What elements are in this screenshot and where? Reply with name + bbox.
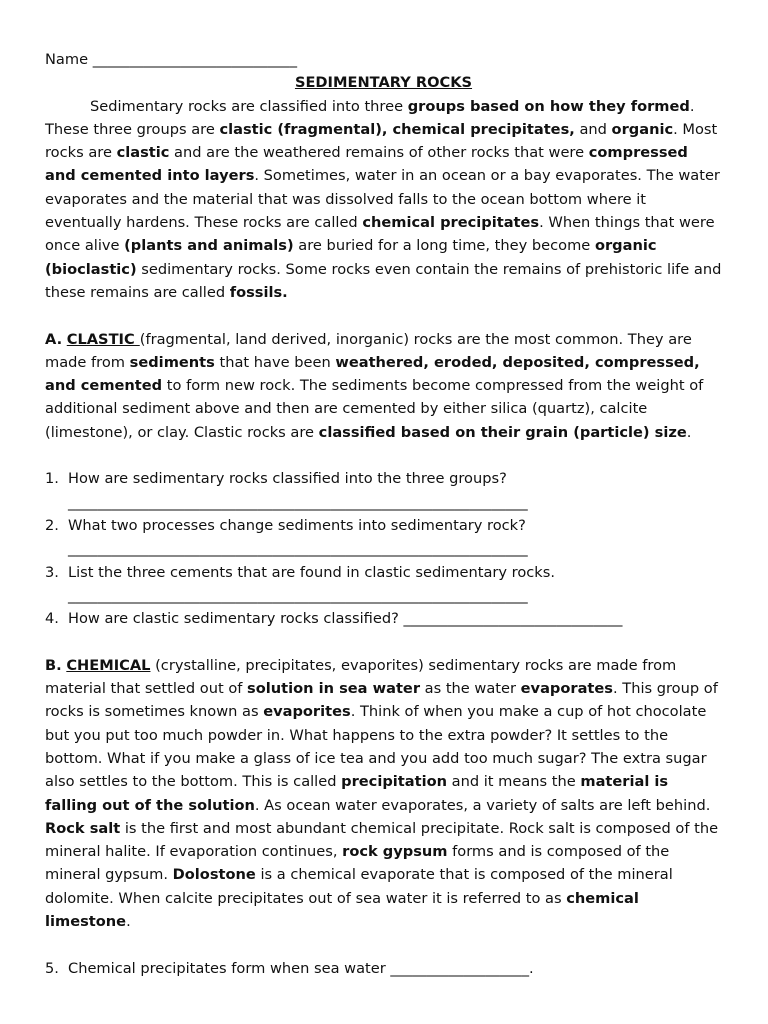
section-b-text-run: and it means the [447,773,581,791]
intro-text-run: . When things that were once alive [45,214,715,255]
section-a-bold-term: classified based on their grain (particle) size [318,423,687,441]
question-text: How are clastic sedimentary rocks classified? ______________________________ [68,610,623,628]
intro-bold-term: organic (bioclastic) [45,237,657,278]
answer-line: _______________________________________________________________ [68,586,528,604]
intro-text-run: . These three groups are [45,97,695,138]
name-label: Name [45,51,89,68]
section-b-text [45,657,718,930]
question-item [45,607,722,630]
question-text: Chemical precipitates form when sea water ___________________. [68,959,534,977]
name-row [45,48,722,71]
section-b-bold-term: Rock salt [45,819,121,837]
intro-bold-term: clastic [116,144,170,162]
intro-text-run: and [574,120,612,138]
section-b-bold-term: precipitation [341,773,447,791]
section-b-text-run: . Think of when you make a cup of hot chocolate but you put too much powder in. What happens to the extra powder? It settles to the bottom. What if you make a glass of ice tea and you add too much sugar? The extra sugar also settles to the bottom. This is called [45,703,707,791]
intro-text [45,98,721,301]
section-b-bold-term: evaporates [520,680,613,698]
question-number: 5. [45,959,59,977]
section-a-heading: CLASTIC [66,330,140,348]
questions-b-list [45,957,722,980]
intro-bold-term: fossils. [229,283,288,301]
section-b-bold-term: rock gypsum [342,843,448,861]
intro-text-run: Sedimentary rocks are classified into three [90,97,408,115]
question-item [45,467,722,514]
section-b-text-run: as the water [420,680,521,698]
section-a-bold-term: weathered, eroded, deposited, compressed, and cemented [45,353,700,395]
page-title: SEDIMENTARY ROCKS [294,74,473,92]
question-number: 3. [45,563,59,581]
intro-bold-term: clastic (fragmental), chemical precipitates, [219,120,575,138]
section-a-bold-term: sediments [129,353,215,371]
section-a-text [45,331,703,441]
intro-text-run: are buried for a long time, they become [293,237,595,255]
section-b-text-run: (crystalline, precipitates, evaporites) sedimentary rocks are made from material that settled out of [45,656,677,698]
intro-text-run: sedimentary rocks. Some rocks even contain the remains of prehistoric life and these remains are called [45,260,722,301]
question-item [45,957,722,980]
section-b-letter: B. [45,656,62,674]
answer-line: _______________________________________________________________ [68,493,528,511]
intro-bold-term: groups based on how they formed [407,97,690,115]
section-b-text-run: . As ocean water evaporates, a variety of salts are left behind. [254,796,711,814]
section-a-text-run: . [686,423,692,441]
section-b-paragraph [45,654,722,934]
intro-paragraph [45,95,722,305]
section-b-text-run: . [126,912,131,930]
section-b-bold-term: chemical limestone [45,889,639,930]
intro-text-run: . Most rocks are [45,120,718,162]
answer-line: _______________________________________________________________ [68,540,528,558]
intro-bold-term: (plants and animals) [124,237,294,255]
intro-bold-term: chemical precipitates [362,214,540,232]
section-a-text-run: that have been [214,353,336,371]
intro-bold-term: compressed and cemented into layers [45,144,688,185]
question-text: How are sedimentary rocks classified into the three groups? [68,470,507,488]
section-b-heading: CHEMICAL [66,656,151,674]
section-a-text-run: (fragmental, land derived, inorganic) rocks are the most common. They are made from [45,330,692,371]
question-text: List the three cements that are found in clastic sedimentary rocks. [68,563,555,581]
question-item [45,514,722,561]
question-number: 1. [45,470,59,488]
question-text: What two processes change sediments into sedimentary rock? [68,516,526,534]
intro-text-run: . Sometimes, water in an ocean or a bay evaporates. The water evaporates and the material that was dissolved falls to the ocean bottom where it eventually hardens. These rocks are called [45,167,720,232]
section-b-bold-term: evaporites [263,703,351,721]
questions-a-list [45,467,722,630]
name-blank: ____________________________ [92,51,298,68]
section-b-text-run: is a chemical evaporate that is composed of the mineral dolomite. When calcite precipitates out of sea water it is referred to as [45,866,673,907]
intro-text-run: and are the weathered remains of other rocks that were [169,144,589,162]
section-b-text-run: forms and is composed of the mineral gypsum. [45,843,670,884]
section-a-text-run: to form new rock. The sediments become compressed from the weight of additional sediment above and then are cemented by either silica (quartz), calcite (limestone), or clay. Clastic rocks are [45,377,704,441]
section-a-letter: A. [45,330,63,348]
question-item [45,561,722,608]
section-b-bold-term: Dolostone [172,866,256,884]
question-number: 2. [45,516,59,534]
section-b-text-run: is the first and most abundant chemical precipitate. Rock salt is composed of the mineral halite. If evaporation continues, [45,819,719,861]
question-number: 4. [45,610,59,628]
intro-bold-term: organic [611,120,674,138]
section-a-paragraph [45,328,722,444]
section-b-bold-term: material is falling out of the solution [45,773,669,814]
section-b-text-run: . This group of rocks is sometimes known as [45,680,718,721]
section-b-bold-term: solution in sea water [247,680,421,698]
